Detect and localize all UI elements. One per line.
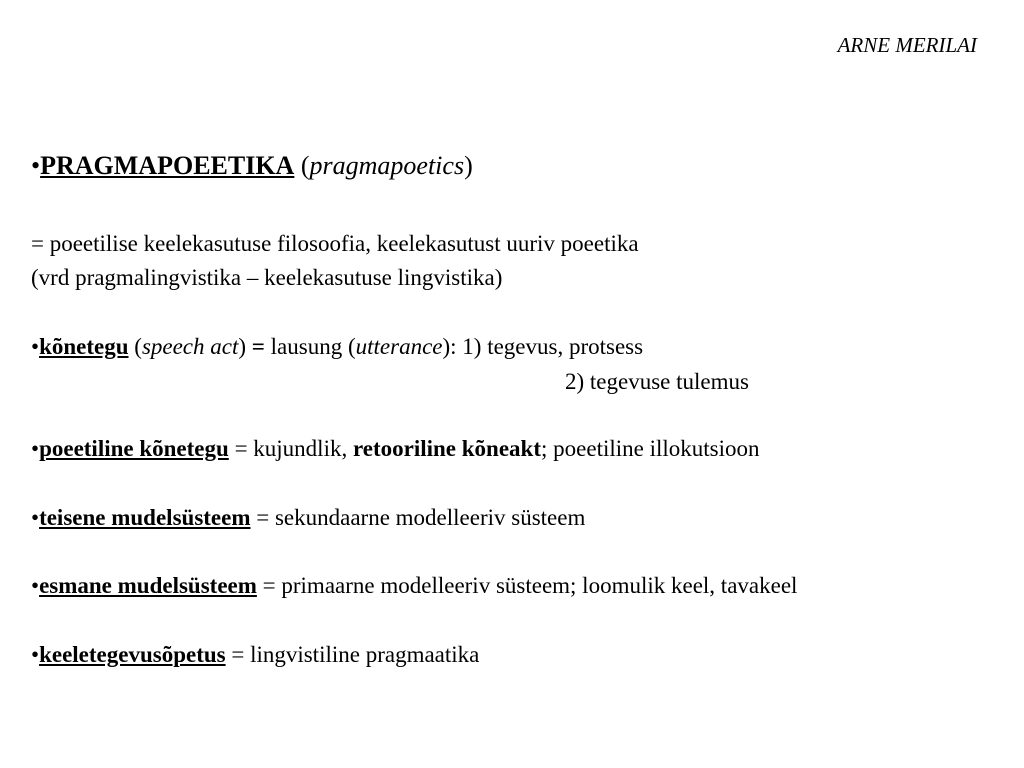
secondary-system-line — [31, 504, 585, 532]
equals-sign: = — [251, 334, 265, 359]
bullet: • — [31, 436, 40, 461]
language-act-theory-term: keeletegevusõpetus — [39, 642, 226, 667]
heading-paren-open: ( — [294, 151, 310, 180]
poetic-speech-act-bold: retooriline kõneakt — [352, 436, 542, 461]
language-act-theory-text: = lingvistiline pragmaatika — [225, 642, 480, 667]
secondary-system-text: = sekundaarne modelleeriv süsteem — [250, 505, 586, 530]
author-name: ARNE MERILAI — [837, 33, 977, 57]
paren-close: ) — [238, 334, 252, 359]
poetic-speech-act-text-2: ; poeetiline illokutsioon — [541, 436, 760, 461]
definition-line-1: = poeetilise keelekasutuse filosoofia, keelekasutust uuriv poeetika — [31, 231, 639, 256]
poetic-speech-act-line — [31, 435, 760, 463]
heading-line — [31, 150, 473, 182]
speech-act-term: kõnetegu — [39, 334, 129, 359]
paren-open: ( — [128, 334, 142, 359]
speech-act-line-2: 2) tegevuse tulemus — [565, 369, 749, 394]
definition-line-2: (vrd pragmalingvistika – keelekasutuse lingvistika) — [31, 265, 503, 290]
bullet: • — [31, 505, 40, 530]
primary-system-line — [31, 572, 797, 600]
bullet: • — [31, 573, 40, 598]
language-act-theory-line — [31, 641, 479, 669]
heading-term: PRAGMAPOEETIKA — [40, 151, 295, 180]
bullet: • — [31, 642, 40, 667]
bullet: • — [31, 151, 41, 180]
speech-act-text-2: ): 1) tegevus, protsess — [442, 334, 644, 359]
primary-system-text: = primaarne modelleeriv süsteem; loomulik keel, tavakeel — [256, 573, 798, 598]
poetic-speech-act-term: poeetiline kõnetegu — [39, 436, 229, 461]
speech-act-gloss: speech act — [141, 334, 239, 359]
heading-gloss: pragmapoetics — [309, 151, 465, 180]
bullet: • — [31, 334, 40, 359]
speech-act-line — [31, 333, 643, 361]
heading-paren-close: ) — [464, 151, 473, 180]
poetic-speech-act-text-1: = kujundlik, — [228, 436, 353, 461]
primary-system-term: esmane mudelsüsteem — [39, 573, 257, 598]
secondary-system-term: teisene mudelsüsteem — [39, 505, 251, 530]
speech-act-gloss-2: utterance — [355, 334, 443, 359]
speech-act-text-1: lausung ( — [264, 334, 356, 359]
